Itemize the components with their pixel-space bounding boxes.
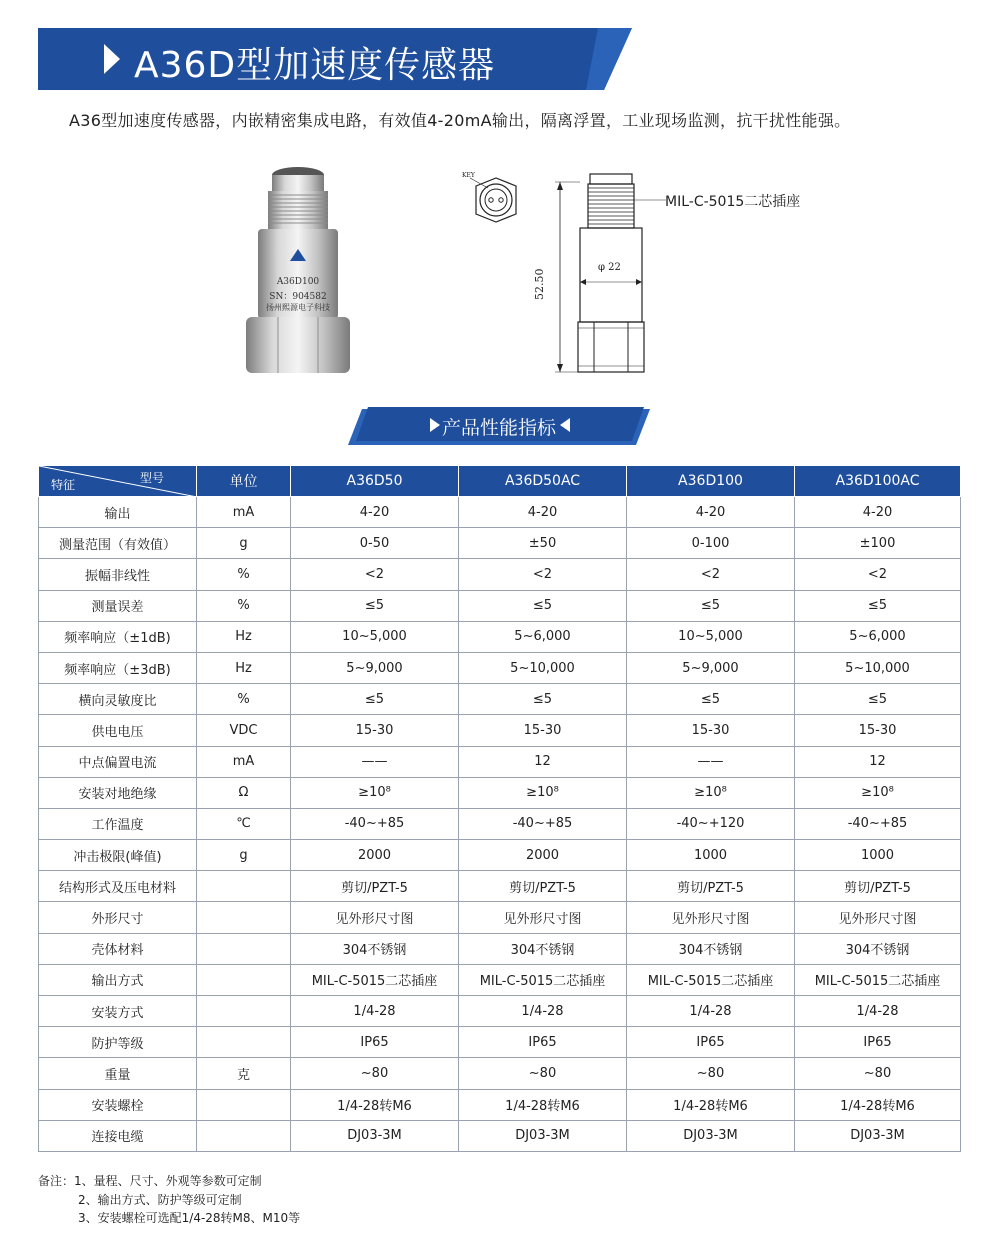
value-cell: MIL-C-5015二芯插座 <box>795 964 961 995</box>
value-cell: IP65 <box>795 1027 961 1058</box>
value-cell: 4-20 <box>459 497 627 528</box>
unit-cell: % <box>197 684 291 715</box>
value-cell: 0-50 <box>291 528 459 559</box>
table-row <box>39 902 961 933</box>
feature-cell: 频率响应（±3dB) <box>39 652 197 683</box>
corner-model-label: 型号 <box>139 471 164 485</box>
value-cell: ≤5 <box>627 590 795 621</box>
unit-cell: ℃ <box>197 808 291 839</box>
value-cell: DJ03-3M <box>795 1120 961 1151</box>
value-cell: -40~+120 <box>627 808 795 839</box>
unit-cell <box>197 871 291 902</box>
table-row <box>39 1089 961 1120</box>
value-cell: 见外形尺寸图 <box>795 902 961 933</box>
table-row <box>39 1027 961 1058</box>
value-cell: 2000 <box>291 840 459 871</box>
model-header: A36D100 <box>627 466 795 497</box>
value-cell: ±50 <box>459 528 627 559</box>
feature-cell: 防护等级 <box>39 1027 197 1058</box>
value-cell: 10~5,000 <box>291 621 459 652</box>
value-cell: <2 <box>291 559 459 590</box>
table-row <box>39 652 961 683</box>
note-line: 3、安装螺栓可选配1/4-28转M8、M10等 <box>78 1211 301 1225</box>
value-cell: <2 <box>795 559 961 590</box>
corner-feature-label: 特征 <box>51 478 76 492</box>
value-cell: —— <box>627 746 795 777</box>
value-cell: 1/4-28 <box>627 996 795 1027</box>
unit-cell <box>197 996 291 1027</box>
feature-cell: 结构形式及压电材料 <box>39 871 197 902</box>
unit-cell <box>197 902 291 933</box>
table-row <box>39 996 961 1027</box>
table-row <box>39 528 961 559</box>
table-row <box>39 1120 961 1151</box>
value-cell: DJ03-3M <box>627 1120 795 1151</box>
unit-cell <box>197 1120 291 1151</box>
table-row <box>39 777 961 808</box>
value-cell: 4-20 <box>795 497 961 528</box>
value-cell: 304不锈钢 <box>795 933 961 964</box>
value-cell: 1/4-28转M6 <box>459 1089 627 1120</box>
unit-cell: Ω <box>197 777 291 808</box>
value-cell: 12 <box>459 746 627 777</box>
feature-cell: 连接电缆 <box>39 1120 197 1151</box>
key-label: KEY <box>462 172 475 179</box>
title-banner <box>38 28 632 90</box>
table-row <box>39 590 961 621</box>
note-line: 2、输出方式、防护等级可定制 <box>78 1192 242 1207</box>
value-cell: ~80 <box>795 1058 961 1089</box>
value-cell: 5~6,000 <box>795 621 961 652</box>
unit-cell <box>197 964 291 995</box>
value-cell: ~80 <box>627 1058 795 1089</box>
unit-cell: VDC <box>197 715 291 746</box>
model-header: A36D100AC <box>795 466 961 497</box>
unit-cell <box>197 1027 291 1058</box>
value-cell: ≥10⁸ <box>795 777 961 808</box>
value-cell: ≤5 <box>459 590 627 621</box>
feature-cell: 壳体材料 <box>39 933 197 964</box>
value-cell: 见外形尺寸图 <box>627 902 795 933</box>
model-header: A36D50AC <box>459 466 627 497</box>
value-cell: 1000 <box>795 840 961 871</box>
value-cell: 1/4-28 <box>291 996 459 1027</box>
notes <box>38 1172 300 1228</box>
value-cell: 15-30 <box>627 715 795 746</box>
value-cell: DJ03-3M <box>291 1120 459 1151</box>
value-cell: IP65 <box>627 1027 795 1058</box>
value-cell: ≤5 <box>627 684 795 715</box>
feature-cell: 安装方式 <box>39 996 197 1027</box>
intro-text: A36型加速度传感器，内嵌精密集成电路，有效值4-20mA输出，隔离浮置，工业现场监测，抗干扰性能强。 <box>69 111 851 130</box>
section-title: 产品性能指标 <box>441 417 556 439</box>
feature-cell: 中点偏置电流 <box>39 746 197 777</box>
unit-cell: g <box>197 528 291 559</box>
table-row <box>39 559 961 590</box>
value-cell: 1/4-28 <box>459 996 627 1027</box>
feature-cell: 安装螺栓 <box>39 1089 197 1120</box>
table-row <box>39 964 961 995</box>
value-cell: 5~10,000 <box>795 652 961 683</box>
value-cell: IP65 <box>459 1027 627 1058</box>
unit-cell: Hz <box>197 652 291 683</box>
value-cell: ≥10⁸ <box>291 777 459 808</box>
value-cell: 4-20 <box>627 497 795 528</box>
value-cell: 见外形尺寸图 <box>459 902 627 933</box>
diameter-dimension: φ 22 <box>598 262 621 273</box>
value-cell: ≤5 <box>291 684 459 715</box>
value-cell: 5~10,000 <box>459 652 627 683</box>
table-row <box>39 684 961 715</box>
page-title: A36D型加速度传感器 <box>134 45 496 86</box>
unit-cell: g <box>197 840 291 871</box>
value-cell: 304不锈钢 <box>459 933 627 964</box>
note-line: 备注：1、量程、尺寸、外观等参数可定制 <box>38 1174 262 1188</box>
value-cell: -40~+85 <box>795 808 961 839</box>
feature-cell: 测量范围（有效值） <box>39 528 197 559</box>
table-row <box>39 871 961 902</box>
value-cell: 剪切/PZT-5 <box>795 871 961 902</box>
value-cell: 1/4-28转M6 <box>795 1089 961 1120</box>
photo-serial-text: SN：904582 <box>269 292 327 302</box>
feature-cell: 安装对地绝缘 <box>39 777 197 808</box>
value-cell: 剪切/PZT-5 <box>291 871 459 902</box>
value-cell: -40~+85 <box>459 808 627 839</box>
value-cell: ≥10⁸ <box>459 777 627 808</box>
value-cell: 剪切/PZT-5 <box>627 871 795 902</box>
table-row <box>39 840 961 871</box>
unit-cell: % <box>197 559 291 590</box>
value-cell: IP65 <box>291 1027 459 1058</box>
feature-cell: 供电电压 <box>39 715 197 746</box>
value-cell: <2 <box>627 559 795 590</box>
spec-table <box>38 465 961 1152</box>
value-cell: ≥10⁸ <box>627 777 795 808</box>
table-header-row <box>39 466 961 497</box>
value-cell: MIL-C-5015二芯插座 <box>627 964 795 995</box>
unit-cell: mA <box>197 746 291 777</box>
unit-cell <box>197 933 291 964</box>
value-cell: 5~9,000 <box>627 652 795 683</box>
value-cell: ±100 <box>795 528 961 559</box>
value-cell: -40~+85 <box>291 808 459 839</box>
value-cell: 304不锈钢 <box>627 933 795 964</box>
value-cell: ≤5 <box>459 684 627 715</box>
unit-cell <box>197 1089 291 1120</box>
value-cell: ≤5 <box>291 590 459 621</box>
value-cell: ~80 <box>459 1058 627 1089</box>
table-row <box>39 1058 961 1089</box>
section-tag <box>348 407 650 447</box>
value-cell: <2 <box>459 559 627 590</box>
value-cell: 见外形尺寸图 <box>291 902 459 933</box>
value-cell: 5~6,000 <box>459 621 627 652</box>
table-row <box>39 808 961 839</box>
feature-cell: 测量误差 <box>39 590 197 621</box>
value-cell: 10~5,000 <box>627 621 795 652</box>
value-cell: 4-20 <box>291 497 459 528</box>
value-cell: 1/4-28转M6 <box>291 1089 459 1120</box>
value-cell: ≤5 <box>795 590 961 621</box>
feature-cell: 输出 <box>39 497 197 528</box>
value-cell: MIL-C-5015二芯插座 <box>291 964 459 995</box>
value-cell: 1/4-28转M6 <box>627 1089 795 1120</box>
table-row <box>39 497 961 528</box>
model-header: A36D50 <box>291 466 459 497</box>
feature-cell: 频率响应（±1dB) <box>39 621 197 652</box>
value-cell: —— <box>291 746 459 777</box>
spec-table-body <box>39 497 961 1152</box>
feature-cell: 横向灵敏度比 <box>39 684 197 715</box>
value-cell: 12 <box>795 746 961 777</box>
unit-header: 单位 <box>197 466 291 497</box>
value-cell: 15-30 <box>459 715 627 746</box>
value-cell: 5~9,000 <box>291 652 459 683</box>
value-cell: 0-100 <box>627 528 795 559</box>
value-cell: MIL-C-5015二芯插座 <box>459 964 627 995</box>
value-cell: 1000 <box>627 840 795 871</box>
corner-header <box>39 466 197 497</box>
feature-cell: 外形尺寸 <box>39 902 197 933</box>
table-row <box>39 746 961 777</box>
value-cell: 2000 <box>459 840 627 871</box>
value-cell: 15-30 <box>795 715 961 746</box>
unit-cell: 克 <box>197 1058 291 1089</box>
value-cell: 304不锈钢 <box>291 933 459 964</box>
feature-cell: 重量 <box>39 1058 197 1089</box>
unit-cell: Hz <box>197 621 291 652</box>
product-photo <box>238 165 358 377</box>
unit-cell: % <box>197 590 291 621</box>
play-arrow-icon <box>104 44 120 74</box>
photo-model-text: A36D100 <box>276 277 320 287</box>
value-cell: 剪切/PZT-5 <box>459 871 627 902</box>
connector-callout: MIL-C-5015二芯插座 <box>665 194 801 210</box>
value-cell: DJ03-3M <box>459 1120 627 1151</box>
length-dimension: 52.50 <box>533 268 546 300</box>
value-cell: 15-30 <box>291 715 459 746</box>
photo-maker-text: 扬州熙源电子科技 <box>266 303 330 312</box>
value-cell: ≤5 <box>795 684 961 715</box>
table-row <box>39 621 961 652</box>
feature-cell: 工作温度 <box>39 808 197 839</box>
table-row <box>39 933 961 964</box>
value-cell: ~80 <box>291 1058 459 1089</box>
table-row <box>39 715 961 746</box>
feature-cell: 振幅非线性 <box>39 559 197 590</box>
value-cell: 1/4-28 <box>795 996 961 1027</box>
feature-cell: 冲击极限(峰值) <box>39 840 197 871</box>
feature-cell: 输出方式 <box>39 964 197 995</box>
unit-cell: mA <box>197 497 291 528</box>
